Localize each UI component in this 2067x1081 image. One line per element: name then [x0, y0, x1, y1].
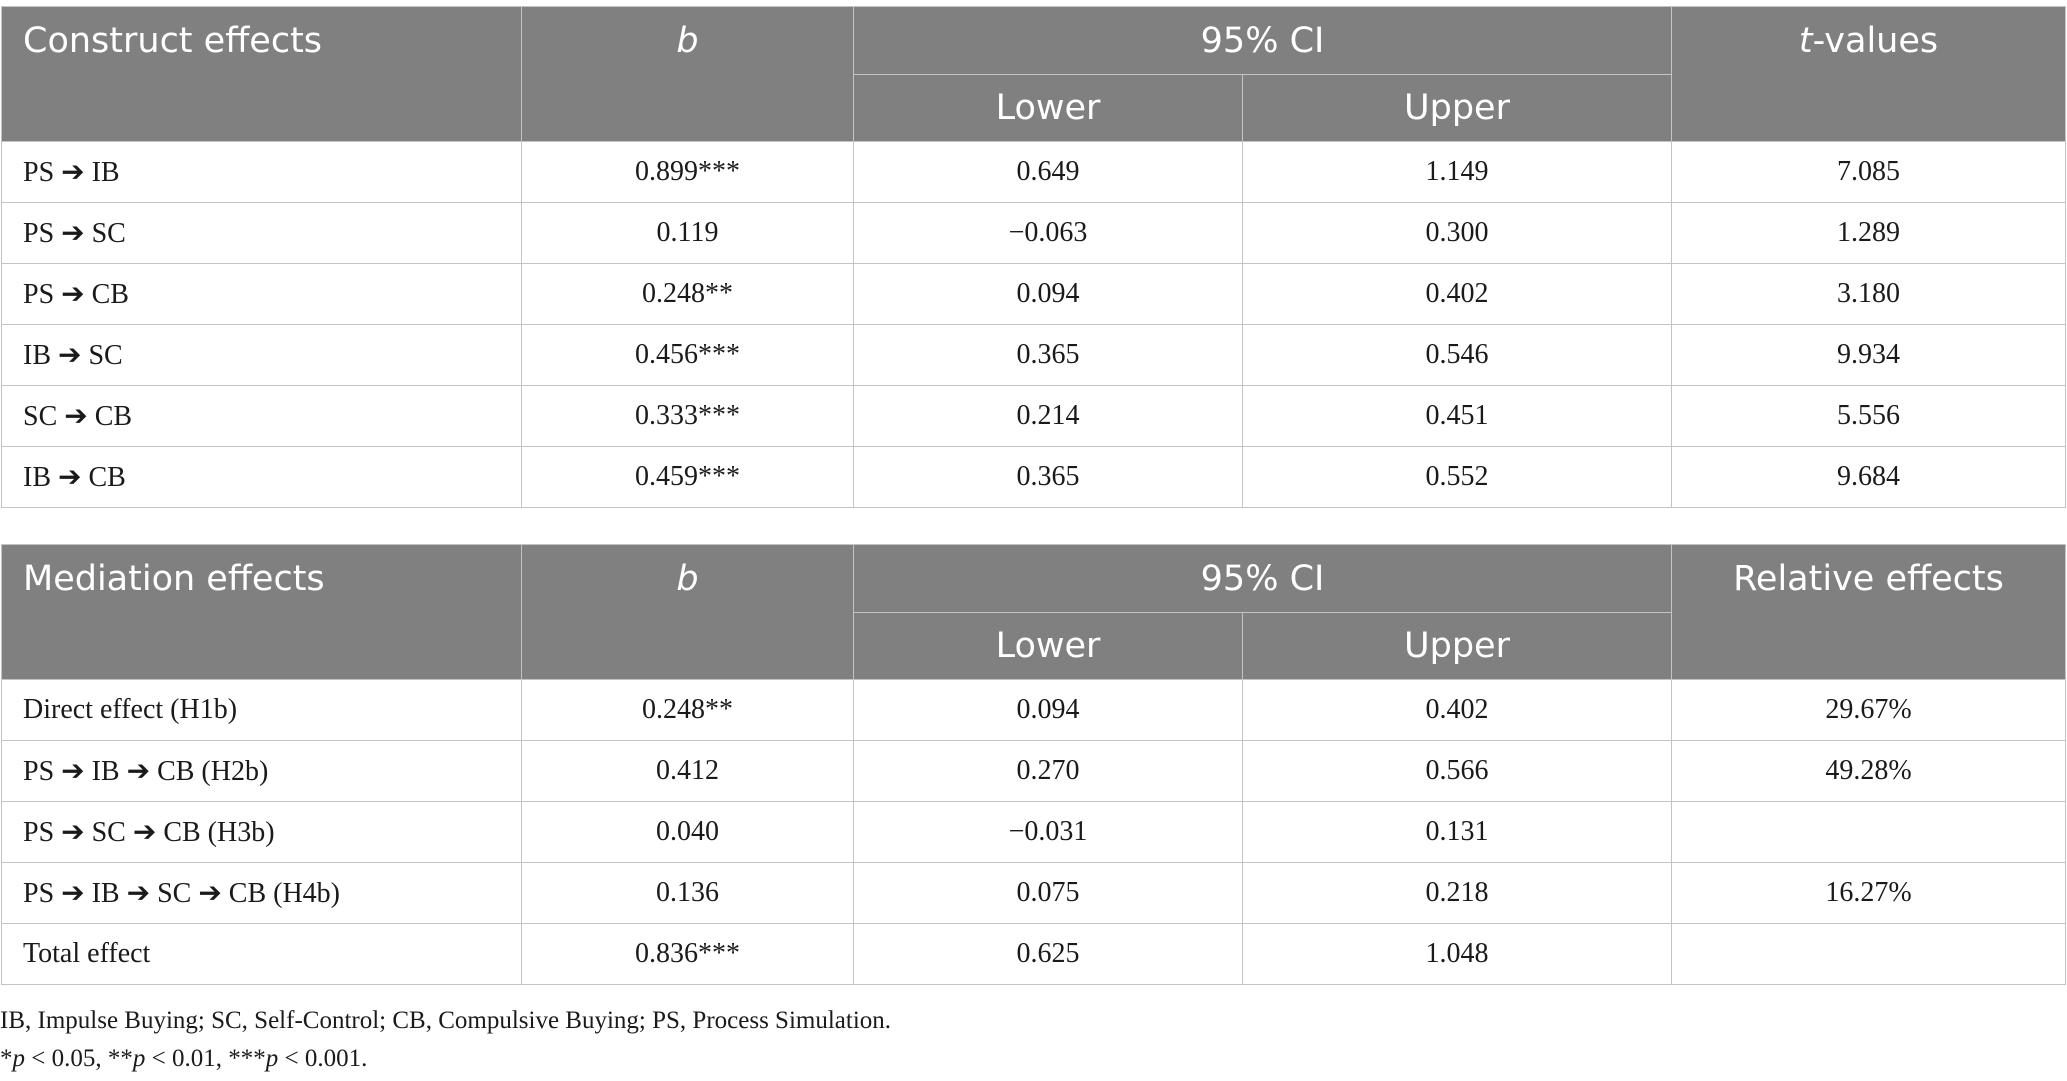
table-row — [2, 264, 2066, 325]
construct-effects-table — [1, 6, 2066, 508]
mediation-effects-table — [1, 544, 2066, 985]
ci-upper-cell: 0.566 — [1243, 741, 1672, 802]
abbreviations-note: IB, Impulse Buying; SC, Self-Control; CB, Compulsive Buying; PS, Process Simulation. — [0, 1007, 892, 1034]
effect-cell: Total effect — [2, 924, 522, 985]
ci-lower-cell: 0.365 — [854, 325, 1243, 386]
b-cell: 0.136 — [522, 863, 854, 924]
ci-upper-cell: 0.546 — [1243, 325, 1672, 386]
t-value-cell: 1.289 — [1672, 203, 2066, 264]
table-row — [2, 741, 2066, 802]
b-cell: 0.248** — [522, 680, 854, 741]
ci-upper-cell: 0.402 — [1243, 264, 1672, 325]
b-cell: 0.459*** — [522, 447, 854, 508]
b-cell: 0.412 — [522, 741, 854, 802]
header-b: b — [522, 7, 854, 142]
b-cell: 0.456*** — [522, 325, 854, 386]
header-95-ci: 95% CI — [854, 545, 1672, 613]
header-b: b — [522, 545, 854, 680]
ci-upper-cell: 0.300 — [1243, 203, 1672, 264]
b-cell: 0.248** — [522, 264, 854, 325]
ci-upper-cell: 0.451 — [1243, 386, 1672, 447]
header-ci-upper: Upper — [1243, 613, 1672, 680]
ci-upper-cell: 0.552 — [1243, 447, 1672, 508]
effect-cell: PS ➔ SC ➔ CB (H3b) — [2, 802, 522, 863]
effect-cell: PS ➔ IB ➔ SC ➔ CB (H4b) — [2, 863, 522, 924]
relative-effect-cell — [1672, 802, 2066, 863]
header-t-values: t-values — [1672, 7, 2066, 142]
effect-cell: Direct effect (H1b) — [2, 680, 522, 741]
b-cell: 0.899*** — [522, 142, 854, 203]
effect-cell: PS ➔ IB — [2, 142, 522, 203]
b-cell: 0.119 — [522, 203, 854, 264]
header-ci-lower: Lower — [854, 613, 1243, 680]
effect-cell: SC ➔ CB — [2, 386, 522, 447]
header-relative-effects: Relative effects — [1672, 545, 2066, 680]
ci-upper-cell: 0.218 — [1243, 863, 1672, 924]
table-row — [2, 325, 2066, 386]
t-value-cell: 7.085 — [1672, 142, 2066, 203]
b-cell: 0.333*** — [522, 386, 854, 447]
table-row — [2, 802, 2066, 863]
t-value-cell: 3.180 — [1672, 264, 2066, 325]
ci-lower-cell: 0.625 — [854, 924, 1243, 985]
header-mediation-effects: Mediation effects — [2, 545, 522, 680]
relative-effect-cell — [1672, 924, 2066, 985]
b-cell: 0.040 — [522, 802, 854, 863]
effect-cell: PS ➔ SC — [2, 203, 522, 264]
header-construct-effects: Construct effects — [2, 7, 522, 142]
t-value-cell: 9.934 — [1672, 325, 2066, 386]
effect-cell: PS ➔ IB ➔ CB (H2b) — [2, 741, 522, 802]
b-cell: 0.836*** — [522, 924, 854, 985]
header-95-ci: 95% CI — [854, 7, 1672, 75]
effect-cell: PS ➔ CB — [2, 264, 522, 325]
relative-effect-cell: 16.27% — [1672, 863, 2066, 924]
t-value-cell: 5.556 — [1672, 386, 2066, 447]
table-row — [2, 142, 2066, 203]
ci-lower-cell: 0.094 — [854, 680, 1243, 741]
relative-effect-cell: 29.67% — [1672, 680, 2066, 741]
effect-cell: IB ➔ SC — [2, 325, 522, 386]
ci-lower-cell: −0.031 — [854, 802, 1243, 863]
ci-lower-cell: 0.214 — [854, 386, 1243, 447]
ci-upper-cell: 1.149 — [1243, 142, 1672, 203]
effect-cell: IB ➔ CB — [2, 447, 522, 508]
ci-lower-cell: 0.649 — [854, 142, 1243, 203]
table-row — [2, 680, 2066, 741]
header-ci-upper: Upper — [1243, 75, 1672, 142]
table-row — [2, 863, 2066, 924]
ci-lower-cell: −0.063 — [854, 203, 1243, 264]
relative-effect-cell: 49.28% — [1672, 741, 2066, 802]
ci-lower-cell: 0.270 — [854, 741, 1243, 802]
ci-upper-cell: 0.402 — [1243, 680, 1672, 741]
ci-upper-cell: 1.048 — [1243, 924, 1672, 985]
ci-lower-cell: 0.094 — [854, 264, 1243, 325]
table-row — [2, 924, 2066, 985]
table-row — [2, 203, 2066, 264]
table-footnotes — [0, 1002, 891, 1078]
significance-note: *p < 0.05, **p < 0.01, ***p < 0.001. — [0, 1045, 368, 1072]
table-row — [2, 447, 2066, 508]
table-row — [2, 386, 2066, 447]
header-ci-lower: Lower — [854, 75, 1243, 142]
t-value-cell: 9.684 — [1672, 447, 2066, 508]
ci-lower-cell: 0.365 — [854, 447, 1243, 508]
ci-lower-cell: 0.075 — [854, 863, 1243, 924]
ci-upper-cell: 0.131 — [1243, 802, 1672, 863]
